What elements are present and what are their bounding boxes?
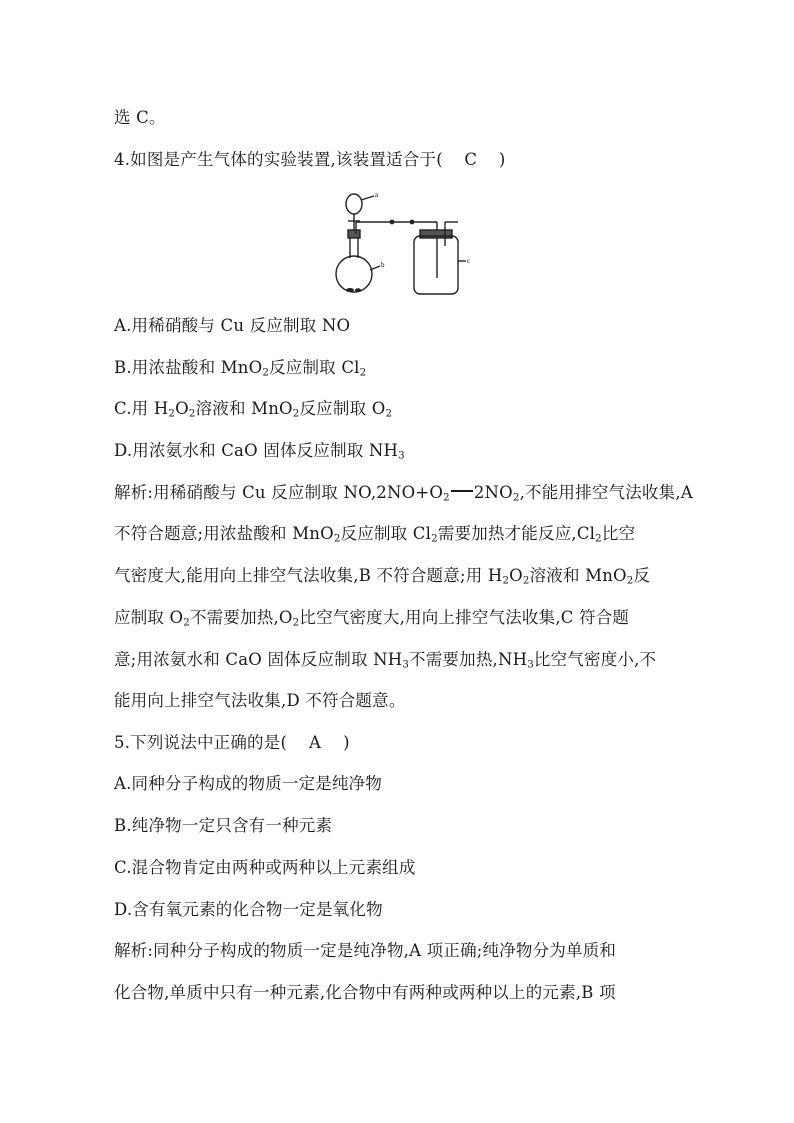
subscript: 2 [385, 408, 393, 420]
text: B.用浓盐酸和 MnO [114, 358, 263, 377]
text: 化合物,单质中只有一种元素,化合物中有两种或两种以上的元素,B 项 [114, 983, 616, 1002]
option-5a [114, 774, 382, 794]
subscript: 2 [443, 492, 450, 504]
subscript: 2 [512, 492, 520, 504]
text-line-answer-prev [114, 108, 166, 128]
text: ) [498, 150, 506, 169]
text: 选 C。 [114, 108, 166, 127]
subscript: 2 [292, 408, 300, 420]
text: 意;用浓氨水和 CaO 固体反应制取 NH [114, 650, 403, 669]
subscript: 2 [262, 367, 270, 379]
text: 不需要加热,NH [409, 650, 528, 669]
subscript: 2 [333, 533, 341, 545]
text: A.同种分子构成的物质一定是纯净物 [114, 774, 383, 793]
text: 反应制取 O [299, 399, 386, 418]
option-5c [114, 858, 416, 878]
subscript: 3 [398, 450, 405, 462]
text: 溶液和 MnO [195, 399, 293, 418]
label-b: b [381, 261, 385, 269]
subscript: 2 [626, 575, 634, 587]
explanation-5-line-1 [114, 941, 616, 961]
text: 需要加热才能反应,Cl [437, 524, 596, 543]
text: 4.如图是产生气体的实验装置,该装置适合于( [114, 150, 443, 169]
subscript: 2 [188, 408, 196, 420]
gas-collecting-bottle [414, 236, 458, 294]
text: A.用稀硝酸与 Cu 反应制取 NO [114, 316, 351, 335]
text: C.用 H [114, 399, 169, 418]
text: C.混合物肯定由两种或两种以上元素组成 [114, 858, 416, 877]
text: 不符合题意;用浓盐酸和 MnO [114, 524, 334, 543]
text: B.纯净物一定只含有一种元素 [114, 816, 333, 835]
text: ,不能用排空气法收集,A [519, 483, 693, 502]
text: D.用浓氨水和 CaO 固体反应制取 NH [114, 441, 399, 460]
text: 气密度大,能用向上排空气法收集,B 不符合题意;用 H [114, 566, 503, 585]
label-a: a [375, 191, 379, 199]
text: 5.下列说法中正确的是( [114, 733, 288, 752]
explanation-5-line-2 [114, 983, 616, 1003]
subscript: 2 [183, 617, 190, 629]
option-5d [114, 900, 383, 920]
text: ) [343, 733, 350, 752]
label-c: c [467, 257, 471, 265]
option-4c [114, 399, 392, 419]
question-5-answer: A [309, 733, 322, 752]
question-5-stem [114, 733, 350, 753]
subscript: 2 [359, 367, 367, 379]
option-5b [114, 816, 332, 836]
text: 比空气密度小,不 [533, 650, 657, 669]
subscript: 3 [527, 659, 534, 671]
round-bottom-flask [336, 256, 372, 292]
explanation-4-line-2 [114, 524, 635, 544]
subscript: 2 [522, 575, 530, 587]
text: 反应制取 Cl [340, 524, 432, 543]
text: 比空气密度大,用向上排空气法收集,C 符合题 [299, 608, 630, 627]
subscript: 2 [292, 617, 300, 629]
text: 比空 [601, 524, 636, 543]
subscript: 2 [502, 575, 510, 587]
explanation-4-line-1 [114, 483, 693, 503]
subscript: 3 [402, 659, 410, 671]
text: 不需要加热,O [189, 608, 293, 627]
reaction-equals-sign [451, 490, 473, 492]
gas-apparatus-figure [334, 186, 474, 298]
explanation-4-line-6 [114, 691, 406, 711]
text: 反 [633, 566, 651, 585]
explanation-4-line-4 [114, 608, 629, 628]
option-4b [114, 358, 366, 378]
text: 反应制取 Cl [269, 358, 360, 377]
option-4d [114, 441, 405, 461]
text: 溶液和 MnO [529, 566, 627, 585]
option-4a [114, 316, 350, 336]
explanation-4-line-5 [114, 650, 656, 670]
subscript: 2 [168, 408, 176, 420]
text: D.含有氧元素的化合物一定是氧化物 [114, 900, 383, 919]
text: 2NO [473, 483, 513, 502]
text: 解析:用稀硝酸与 Cu 反应制取 NO,2NO+O [114, 483, 444, 502]
text: O [509, 566, 523, 585]
subscript: 2 [431, 533, 438, 545]
subscript: 2 [595, 533, 602, 545]
text: O [175, 399, 189, 418]
text: 解析:同种分子构成的物质一定是纯净物,A 项正确;纯净物分为单质和 [114, 941, 617, 960]
funnel-bulb [346, 194, 362, 214]
explanation-4-line-3 [114, 566, 650, 586]
question-4-answer: C [464, 150, 478, 169]
text: 应制取 O [114, 608, 184, 627]
question-4-stem [114, 150, 505, 170]
text: 能用向上排空气法收集,D 不符合题意。 [114, 691, 406, 710]
